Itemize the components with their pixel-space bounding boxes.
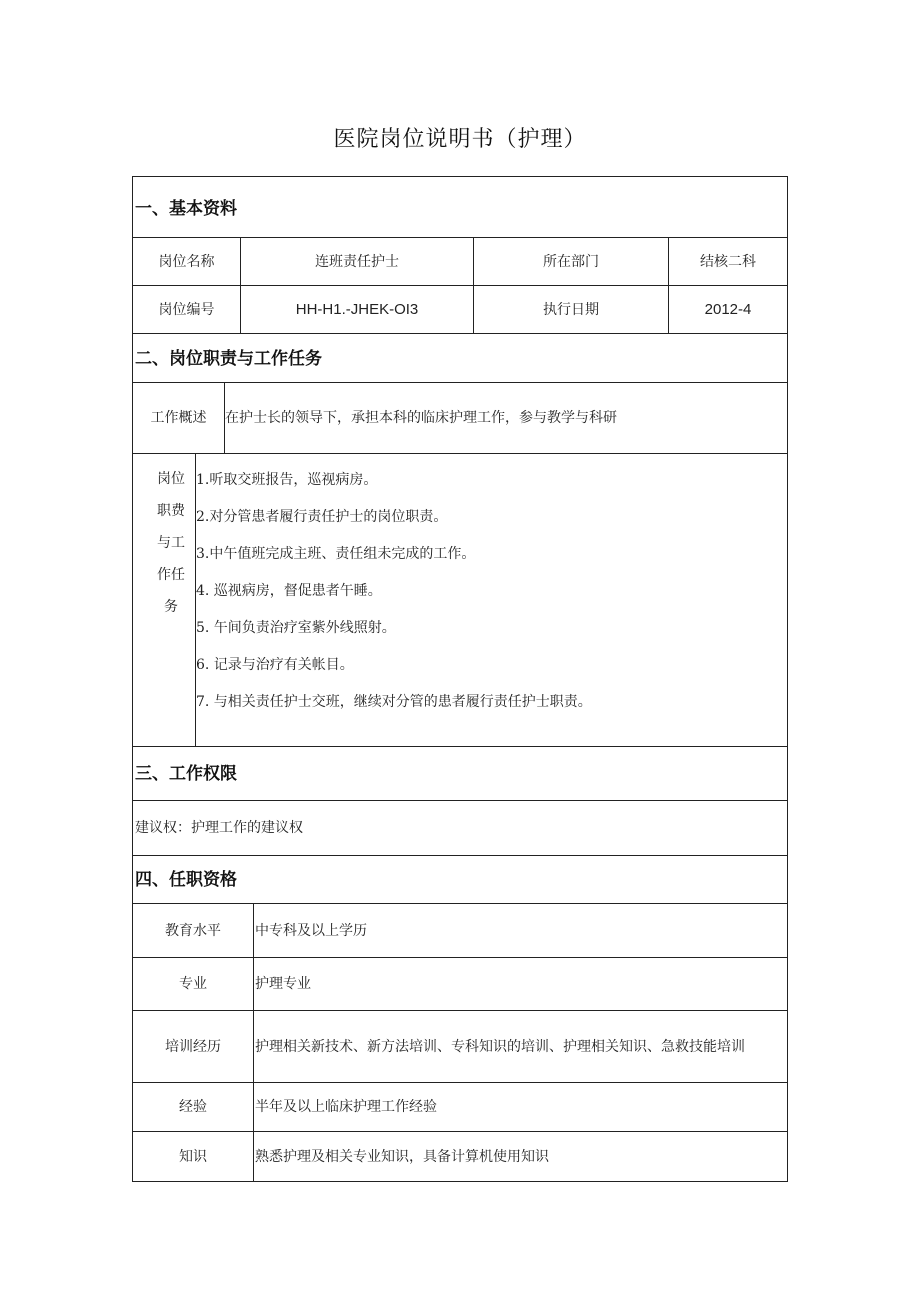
duties-label-line: 岗位 <box>157 471 185 487</box>
qualification-label: 教育水平 <box>165 922 221 939</box>
section-authority-heading: 三、工作权限 <box>135 764 237 784</box>
duty-item: 4. 巡视病房，督促患者午睡。 <box>196 583 382 599</box>
position-code-value: HH-H1.-JHEK-OI3 <box>295 300 419 318</box>
position-name-label: 岗位名称 <box>158 253 215 270</box>
qualification-value: 护理相关新技术、新方法培训、专科知识的培训、护理相关知识、急救技能培训 <box>255 1038 745 1055</box>
duties-label-line: 务 <box>164 599 178 615</box>
qualification-label: 经验 <box>179 1099 207 1115</box>
effective-date-value: 2012-4 <box>704 300 752 318</box>
duty-item: 2.对分管患者履行责任护士的岗位职责。 <box>196 509 448 525</box>
duties-label <box>147 463 195 623</box>
divider <box>240 237 241 333</box>
divider <box>133 453 787 454</box>
work-overview-value: 在护士长的领导下，承担本科的临床护理工作，参与教学与科研 <box>225 410 617 426</box>
duties-label-line: 职费 <box>157 503 185 519</box>
qualification-value: 护理专业 <box>255 976 311 992</box>
effective-date-label: 执行日期 <box>543 301 599 318</box>
position-code-label: 岗位编号 <box>158 301 215 318</box>
divider <box>473 237 474 333</box>
page-title: 医院岗位说明书（护理） <box>333 127 587 152</box>
divider <box>133 333 787 334</box>
qualification-value: 半年及以上临床护理工作经验 <box>255 1099 437 1115</box>
divider <box>668 237 669 333</box>
qualification-value: 中专科及以上学历 <box>255 922 367 939</box>
section-duties-heading: 二、岗位职责与工作任务 <box>135 349 322 369</box>
department-value: 结核二科 <box>700 253 756 270</box>
section-basic-info-heading: 一、基本资料 <box>135 199 237 219</box>
duties-label-line: 与工 <box>157 535 185 551</box>
qualification-label: 专业 <box>179 976 207 992</box>
position-name-value: 连班责任护士 <box>315 253 399 270</box>
qualification-label: 培训经历 <box>165 1038 221 1055</box>
duty-item: 5. 午间负责治疗室紫外线照射。 <box>196 620 396 636</box>
duty-item: 1.听取交班报告，巡视病房。 <box>196 472 378 488</box>
duties-label-line: 作任 <box>157 567 185 583</box>
duty-item: 6. 记录与治疗有关帐目。 <box>196 657 354 673</box>
authority-text: 建议权：护理工作的建议权 <box>135 820 303 836</box>
department-label: 所在部门 <box>543 253 599 270</box>
qualification-label: 知识 <box>179 1148 207 1165</box>
job-description-table <box>132 176 788 1182</box>
qualification-value: 熟悉护理及相关专业知识，具备计算机使用知识 <box>255 1148 549 1165</box>
duty-item: 3.中午值班完成主班、责任组未完成的工作。 <box>196 546 476 562</box>
duty-item: 7. 与相关责任护士交班，继续对分管的患者履行责任护士职责。 <box>196 694 592 710</box>
divider <box>253 903 254 1182</box>
section-qualifications-heading: 四、任职资格 <box>135 870 237 890</box>
divider <box>133 746 787 747</box>
divider <box>133 855 787 856</box>
work-overview-label: 工作概述 <box>150 410 207 426</box>
